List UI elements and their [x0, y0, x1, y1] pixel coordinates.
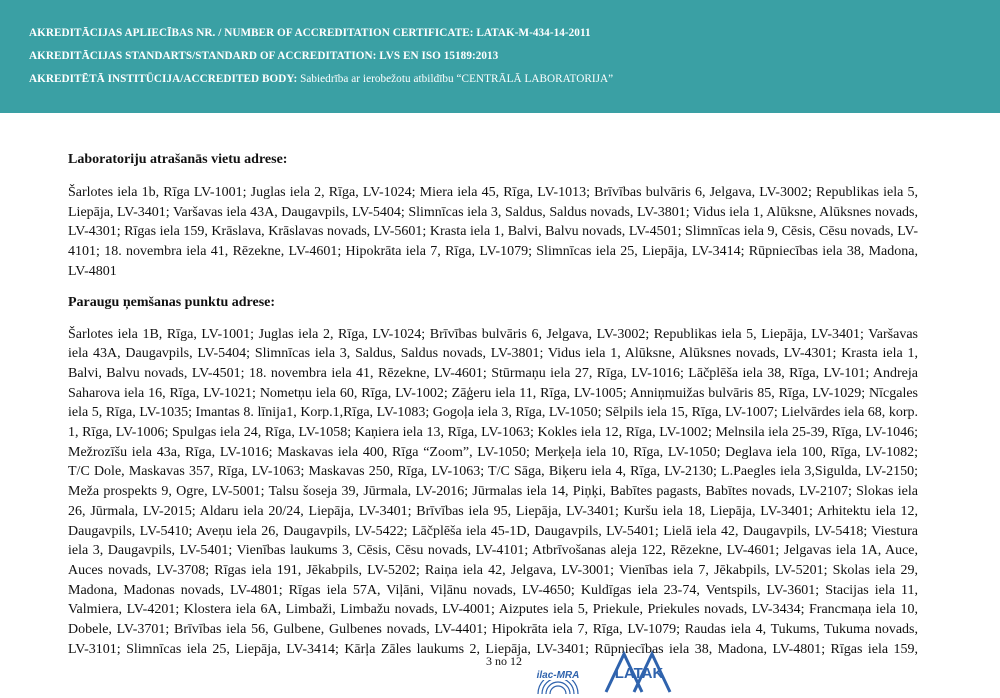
ilac-logo-text: ilac-MRA	[536, 670, 580, 681]
sampling-heading: Paraugu ņemšanas punktu adrese:	[68, 294, 276, 310]
certificate-header	[0, 0, 1000, 113]
certificate-number-value: LATAK-M-434-14-2011	[473, 27, 591, 39]
accreditation-standard-line	[29, 45, 1000, 68]
latak-logo-text: LATAK	[614, 665, 664, 682]
latak-logo	[596, 648, 682, 696]
locations-heading: Laboratoriju atrašanās vietu adrese:	[68, 152, 288, 167]
accredited-body-label: AKREDITĒTĀ INSTITŪCIJA/ACCREDITED BODY:	[29, 73, 298, 85]
accreditation-standard-label: AKREDITĀCIJAS STANDARTS/STANDARD OF ACCREDITATION:	[29, 50, 377, 62]
document-body	[68, 150, 918, 661]
certificate-number-line	[29, 22, 1000, 45]
certificate-number-label: AKREDITĀCIJAS APLIECĪBAS NR. / NUMBER OF ACCREDITATION CERTIFICATE:	[29, 27, 474, 39]
accredited-body-line	[29, 68, 1000, 91]
locations-text: Šarlotes iela 1b, Rīga LV-1001; Juglas iela 2, Rīga, LV-1024; Miera iela 45, Rīga, LV-1013; Brīvības bulvāris 6, Jelgava, LV-3002; Republikas iela 5, Liepāja, LV-3401; Varšavas iela 43A, Daugavpils, LV-5404; Slimnīcas iela 3, Saldus, Saldus novads, LV-3801; Vidus iela 1, Alūksne, Alūksnes novads, LV-4301; Rīgas iela 159, Krāslava, Krāslavas novads, LV-5601; Krasta iela 1, Balvi, Balvu novads, LV-4501; Slimnīcas iela 9, Cēsis, Cēsu novads, LV-4101; 18. novembra iela 41, Rēzekne, LV-4601; Hipokrāta iela 7, Rīga, LV-1079; Slimnīcas iela 25, Liepāja, LV-3414; Rūpniecības iela 38, Madona, LV-4801	[68, 185, 918, 279]
accredited-body-value: Sabiedrība ar ierobežotu atbildību “CENTRĀLĀ LABORATORIJA”	[297, 73, 614, 85]
accreditation-standard-value: LVS EN ISO 15189:2013	[376, 50, 499, 62]
sampling-text: Šarlotes iela 1B, Rīga, LV-1001; Juglas iela 2, Rīga, LV-1024; Brīvības bulvāris 6, Jelgava, LV-3002; Republikas iela 5, Liepāja, LV-3401; Varšavas iela 43A, Daugavpils, LV-5404; Slimnīcas iela 3, Saldus, Saldus novads, LV-3801; Vidus iela 1, Alūksne, Alūksnes novads, LV-4301; Krasta iela 1, Balvi, Balvu novads, LV-4501; 18. novembra iela 41, Rēzekne, LV-4601; Stūrmaņu iela 27, Rīga, LV-1016; Lāčplēša iela 38, Rīga, LV-101; Andreja Saharova iela 16, Rīga, LV-1021; Nometņu iela 60, Rīga, LV-1002; Zāģeru iela 11, Rīga, LV-1005; Anniņmuižas bulvāris 85, Rīga, LV-1029; Nīcgales iela 5, Rīga, LV-1035; Imantas 8. līnija1, Korp.1,Rīga, LV-1083; Gogoļa iela 3, Rīga, LV-1050; Sēlpils iela 15, Rīga, LV-1007; Lielvārdes iela 68, korp. 1, Rīga, LV-1006; Spulgas iela 24, Rīga, LV-1058; Kaņiera iela 13, Rīga, LV-1063; Kokles iela 12, Rīga, LV-1002; Melnsila iela 25-39, Rīga, LV-1046; Mežrozīšu iela 43a, Rīga, LV-1016; Maskavas iela 400, Rīga “Zoom”, LV-1050; Merķeļa iela 10, Rīga, LV-1050; Deglava iela 100, Rīga, LV-1082; T/C Dole, Maskavas 357, Rīga, LV-1063; Maskavas 250, Rīga, LV-1063; T/C Sāga, Biķeru iela 4, Rīga, LV-2130; L.Paegles iela 3,Sigulda, LV-2150; Meža prospekts 9, Ogre, LV-5001; Talsu šoseja 39, Jūrmala, LV-2016; Jūrmalas iela 14, Piņķi, Babītes pagasts, Babītes novads, LV-2107; Slokas iela 26, Jūrmala, LV-2015; Aldaru iela 20/24, Liepāja, LV-3401; Brīvības iela 95, Liepāja, LV-3401; Kuršu iela 18, Liepāja, LV-3401; Arhitektu iela 12, Daugavpils, LV-5410; Aveņu iela 26, Daugavpils, LV-5422; Lāčplēša iela 45-1D, Daugavpils, LV-5401; Lielā iela 42, Daugavpils, LV-5418; Viestura iela 3, Daugavpils, LV-5401; Vienības laukums 3, Cēsis, Cēsu novads, LV-4101; Atbrīvošanas aleja 122, Rēzekne, LV-4601; Jelgavas iela 1A, Auce, Auces novads, LV-3708; Rīgas iela 191, Jēkabpils, LV-5202; Raiņa iela 42, Jelgava, LV-3001; Vienības iela 7, Jēkabpils, LV-5201; Skolas iela 29, Madona, Madonas novads, LV-4801; Rīgas iela 57A, Viļāni, Viļānu novads, LV-4650; Kuldīgas iela 23-74, Ventspils, LV-3601; Stacijas iela 11, Valmiera, LV-4201; Klostera iela 6A, Limbaži, Limbažu novads, LV-4001; Aizputes iela 5, Priekule, Priekules novads, LV-3434; Francmaņa iela 10, Dobele, LV-3701; Brīvības iela 56, Gulbene, Gulbenes novads, LV-4401; Hipokrāta iela 7, Rīga, LV-1079; Raudas iela 4, Tukums, Tukuma novads, LV-3101; Slimnīcas iela 25, Liepāja, LV-3414; Kārļa Zāles laukums 2, Liepāja, LV-3401; Rūpniecības iela 38, Madona, LV-4801; Rīgas iela 159,	[68, 326, 918, 657]
ilac-mra-logo	[530, 654, 586, 696]
page-number: 3 no 12	[486, 654, 522, 668]
